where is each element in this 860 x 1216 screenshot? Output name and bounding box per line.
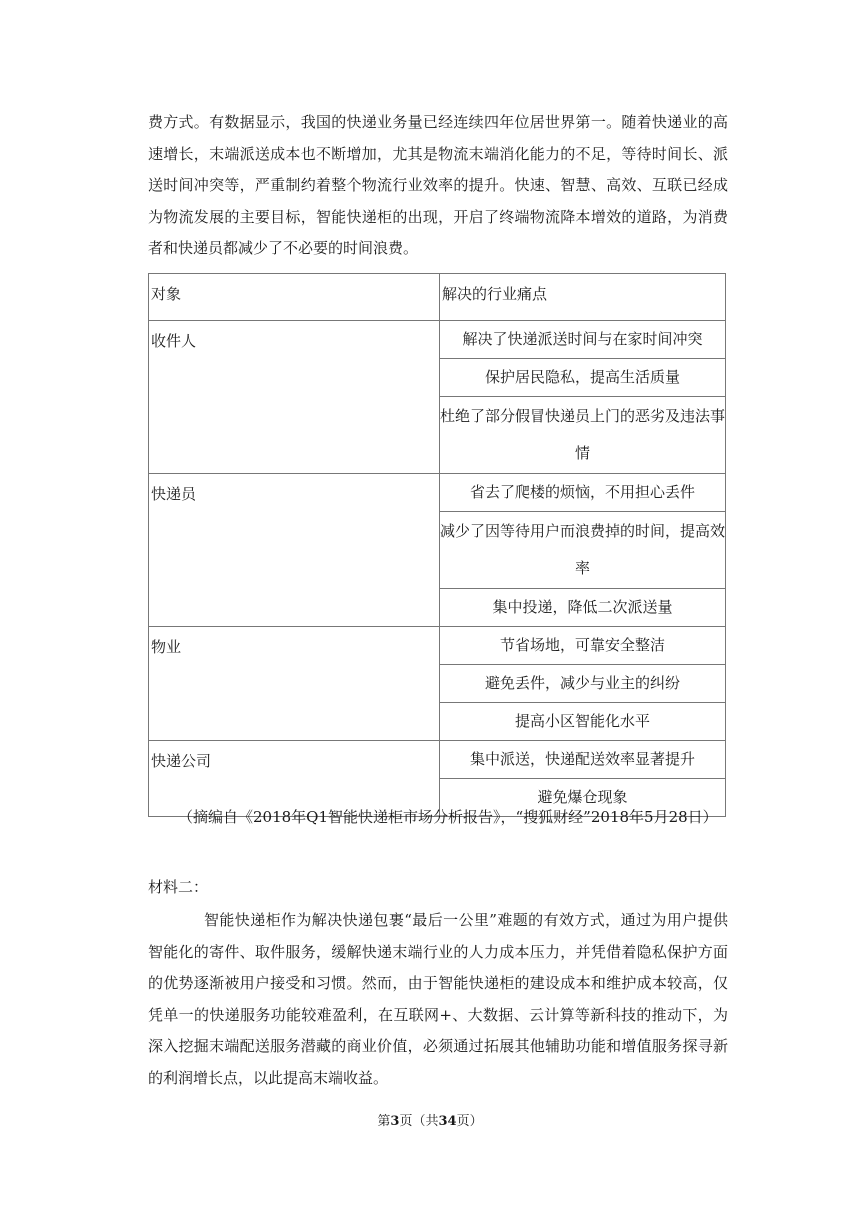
pain-point-cell: 保护居民隐私，提高生活质量 <box>440 359 726 397</box>
object-cell: 快递员 <box>149 474 440 627</box>
pain-point-cell: 集中投递，降低二次派送量 <box>440 589 726 627</box>
object-cell: 快递公司 <box>149 741 440 817</box>
header-object: 对象 <box>149 274 440 321</box>
pain-point-cell: 杜绝了部分假冒快递员上门的恶劣及违法事情 <box>440 397 726 474</box>
object-cell: 物业 <box>149 627 440 741</box>
pain-point-cell: 节省场地，可靠安全整洁 <box>440 627 726 665</box>
pain-points-table <box>148 273 726 817</box>
material-2-title: 材料二： <box>148 878 209 896</box>
header-pain-point: 解决的行业痛点 <box>440 274 726 321</box>
pain-point-cell: 省去了爬楼的烦恼，不用担心丢件 <box>440 474 726 512</box>
object-cell: 收件人 <box>149 321 440 474</box>
page-footer <box>0 1110 860 1129</box>
footer-total-pages: 34 <box>438 1114 457 1129</box>
table-row <box>149 741 726 779</box>
table-row <box>149 321 726 359</box>
pain-point-cell: 避免爆仓现象 <box>440 779 726 817</box>
table-header-row <box>149 274 726 321</box>
body-paragraph-2: 智能快递柜作为解决快递包裹“最后一公里”难题的有效方式，通过为用户提供智能化的寄件、取件服务，缓解快递末端行业的人力成本压力，并凭借着隐私保护方面的优势逐渐被用户接受和习惯。然而，由于智能快递柜的建设成本和维护成本较高，仅凭单一的快递服务功能较难盈利，在互联网+、大数据、云计算等新科技的推动下，为深入挖掘末端配送服务潜藏的商业价值，必须通过拓展其他辅助功能和增值服务探寻新的利润增长点，以此提高末端收益。 <box>148 911 728 1087</box>
pain-point-cell: 提高小区智能化水平 <box>440 703 726 741</box>
table-row <box>149 627 726 665</box>
pain-point-cell: 解决了快递派送时间与在家时间冲突 <box>440 321 726 359</box>
footer-page-number: 3 <box>390 1114 400 1129</box>
table-row <box>149 474 726 512</box>
footer-mid: 页（共 <box>399 1114 439 1129</box>
footer-prefix: 第 <box>377 1114 391 1129</box>
footer-suffix: 页） <box>456 1114 483 1129</box>
source-citation: （摘编自《2018年Q1智能快递柜市场分析报告》，“搜狐财经”2018年5月28日） <box>178 808 718 826</box>
pain-point-cell: 减少了因等待用户而浪费掉的时间，提高效率 <box>440 512 726 589</box>
pain-point-cell: 集中派送，快递配送效率显著提升 <box>440 741 726 779</box>
body-paragraph-1: 费方式。有数据显示，我国的快递业务量已经连续四年位居世界第一。随着快递业的高速增长，末端派送成本也不断增加，尤其是物流末端消化能力的不足，等待时间长、派送时间冲突等，严重制约着整个物流行业效率的提升。快速、智慧、高效、互联已经成为物流发展的主要目标，智能快递柜的出现，开启了终端物流降本增效的道路，为消费者和快递员都减少了不必要的时间浪费。 <box>148 113 728 257</box>
pain-point-cell: 避免丢件，减少与业主的纠纷 <box>440 665 726 703</box>
